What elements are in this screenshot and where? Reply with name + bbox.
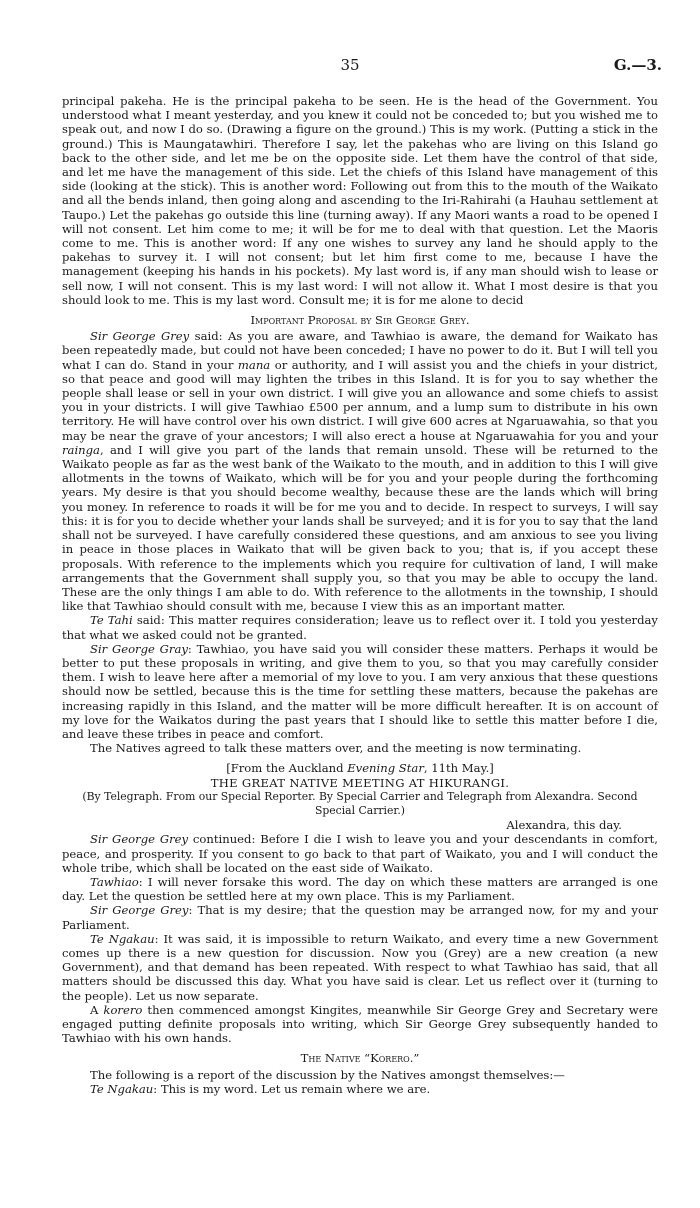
paragraph-grey-reply xyxy=(62,642,658,741)
maori-term: rainga xyxy=(62,442,100,457)
paragraph-te-ngakau-word xyxy=(62,1082,658,1096)
speaker-name: Te Tahi xyxy=(90,613,133,628)
paragraph-natives-agreed: The Natives agreed to talk these matters over, and the meeting is now terminating. xyxy=(90,741,582,756)
source-note: [From the Auckland Evening Star, 11th May.] xyxy=(226,761,494,776)
paragraph-grey-continued xyxy=(62,832,658,875)
section-heading-korero: The Native “Korero.” xyxy=(300,1051,420,1066)
speech-text: : I will never forsake this word. The day on which these matters are arranged is one day. Let the question be settled here at my own place. This is my Parliament. xyxy=(62,874,658,904)
newspaper-title: Evening Star xyxy=(347,761,424,776)
speech-text: : Tawhiao, you have said you will consider these matters. Perhaps it would be better to put these proposals in writing, and give them to you, so that you may carefully consider them. I wish to leave here after a memorial of my love to you. I am very anxious that these questions should now be settled, because this is the time for settling these matters, because the pakehas are increasing rapidly in this Island, and the matter will be more difficult hereafter. It is on account of my love for the Waikatos during the past years that I should like to settle this matter before I die, and leave these tribes in peace and comfort. xyxy=(62,641,658,741)
maori-term: mana xyxy=(237,357,271,372)
paragraph-continued: principal pakeha. He is the principal pakeha to be seen. He is the head of the Government. You understood what I meant yesterday, and you knew it could not be conceded to; but you wished me to speak out, and now I do so. (Drawing a figure on the ground.) This is my work. (Putting a stick in the ground.) This is Maungatawhiri. Therefore I say, let the pakehas who are living on this Island go back to the other side, and let me be on the opposite side. Let them have the control of that side, and let me have the management of this side. Let the chiefs of this Island have management of this side (looking at the stick). This is another word: Following out from this to the mouth of the Waikato and all the bends inland, then going along and ascending to the Iri-Rahirahi (a Hauhau settlement at Taupo.) Let the pakehas go outside this line (turning away). If any Maori wants a road to be opened I will not consent. Let him come to me; it will be for me to deal with that question. Let the Maoris come to me. This is another word: If any one wishes to survey any land he should apply to the pakehas to survey it. I will not consent; but let him first come to me, because I have the management (keeping his hands in his pockets). My last word is, if any man should wish to lease or sell now, I will not consent. This is my last word: I will not allow it. What I most desire is that you should look to me. This is my last word. Consult me; it is for me alone to decid xyxy=(62,94,658,307)
speech-text: or authority, and I will assist you and the chiefs in your district, so that peace and good will may lighten the tribes in this Island. It is for you to say whether the people shall lease or sell in your own district. I will give you an allowance and some chiefs to assist you in your districts. I will give Tawhiao £500 per annum, and a lump sum to distribute in his own territory. He will have control over his own district. I will give 600 acres at Ngaruawahia, so that you may be near the grave of your ancestors; I will also erect a house at Ngaruawahia for you and your xyxy=(62,357,658,443)
page-number: 35 xyxy=(340,56,360,74)
section-heading-meeting: THE GREAT NATIVE MEETING AT HIKURANGI. xyxy=(210,775,510,790)
speech-text: said: As you are aware, and Tawhiao is aware, the demand for Waikato has been repeatedly made, but could not have been conceded; I have no power to do it. But I will tell you what I can do. Stand in your xyxy=(62,329,658,372)
speaker-name: Sir George Grey xyxy=(90,832,189,847)
document-body xyxy=(62,94,658,1096)
speech-text: , and I will give you part of the lands that remain unsold. These will be returned to the Waikato people as far as the west bank of the Waikato to the mouth, and in addition to this I will give allotments in the towns of Waikato, which will be for you and your people during the forthcoming years. My desire is that you should become wealthy, because these are the lands which will bring you money. In reference to roads it will be for me you and to decide. In respect to surveys, I will say this: it is for you to decide whether your lands shall be surveyed; and it is for you to say that the land shall not be surveyed. I have carefully considered these questions, and am anxious to see you living in peace in those places in Waikato that will be given back to you; that is, if you accept these proposals. With reference to the implements which you require for cultivation of land, I will make arrangements that the Government shall supply you, so that you may be able to occupy the land. These are the only things I am able to do. With reference to the allotments in the township, I should like that Tawhiao should consult with me, because I view this as an important matter. xyxy=(62,442,658,614)
section-heading-proposal: Important Proposal by Sir George Grey. xyxy=(250,313,470,328)
maori-term: korero xyxy=(103,1002,143,1017)
dateline: Alexandra, this day. xyxy=(506,818,622,833)
speech-text: : That is my desire; that the question may be arranged now, for my and your Parliament. xyxy=(62,903,658,932)
paragraph-report-intro: The following is a report of the discussion by the Natives amongst themselves:— xyxy=(90,1067,565,1082)
byline: (By Telegraph. From our Special Reporter. By Special Carrier and Telegraph from Alexandra. Second Special Carrier.) xyxy=(82,789,638,817)
speaker-name: Sir George Grey xyxy=(90,903,189,918)
paragraph-te-ngakau xyxy=(62,932,658,1003)
speaker-name: Tawhiao xyxy=(90,874,139,889)
speaker-name: Sir George Grey xyxy=(90,329,190,344)
speaker-name: Sir George Gray xyxy=(90,641,188,656)
speech-text: said: This matter requires consideration; leave us to reflect over it. I told you yesterday that what we asked could not be granted. xyxy=(62,613,658,642)
document-reference: G.—3. xyxy=(613,56,662,74)
speech-text: continued: Before I die I wish to leave you and your descendants in comfort, peace, and prosperity. If you consent to go back to that part of Waikato, you and I will conduct the whole tribe, which shall be located on the east side of Waikato. xyxy=(62,832,658,875)
speech-text: : It was said, it is impossible to return Waikato, and every time a new Government comes up there is a new question for discussion. Now you (Grey) are a new creation (a new Government), and that demand has been repeated. With respect to what Tawhiao has said, that all matters should be discussed this day. What you have said is clear. Let us reflect over it (turning to the people). Let us now separate. xyxy=(62,931,658,1003)
speech-text: : This is my word. Let us remain where we are. xyxy=(153,1081,431,1096)
paragraph-tawhiao xyxy=(62,875,658,903)
paragraph-korero: A korero then commenced amongst Kingites, meanwhile Sir George Grey and Secretary were engaged putting definite proposals into writing, which Sir George Grey subsequently handed to Tawhiao with his own hands. xyxy=(62,1002,658,1046)
paragraph-te-tahi xyxy=(62,613,658,641)
speaker-name: Te Ngakau xyxy=(90,1081,154,1096)
speaker-name: Te Ngakau xyxy=(90,931,155,946)
paragraph-grey-proposal xyxy=(62,329,658,613)
paragraph-grey-desire xyxy=(62,903,658,931)
